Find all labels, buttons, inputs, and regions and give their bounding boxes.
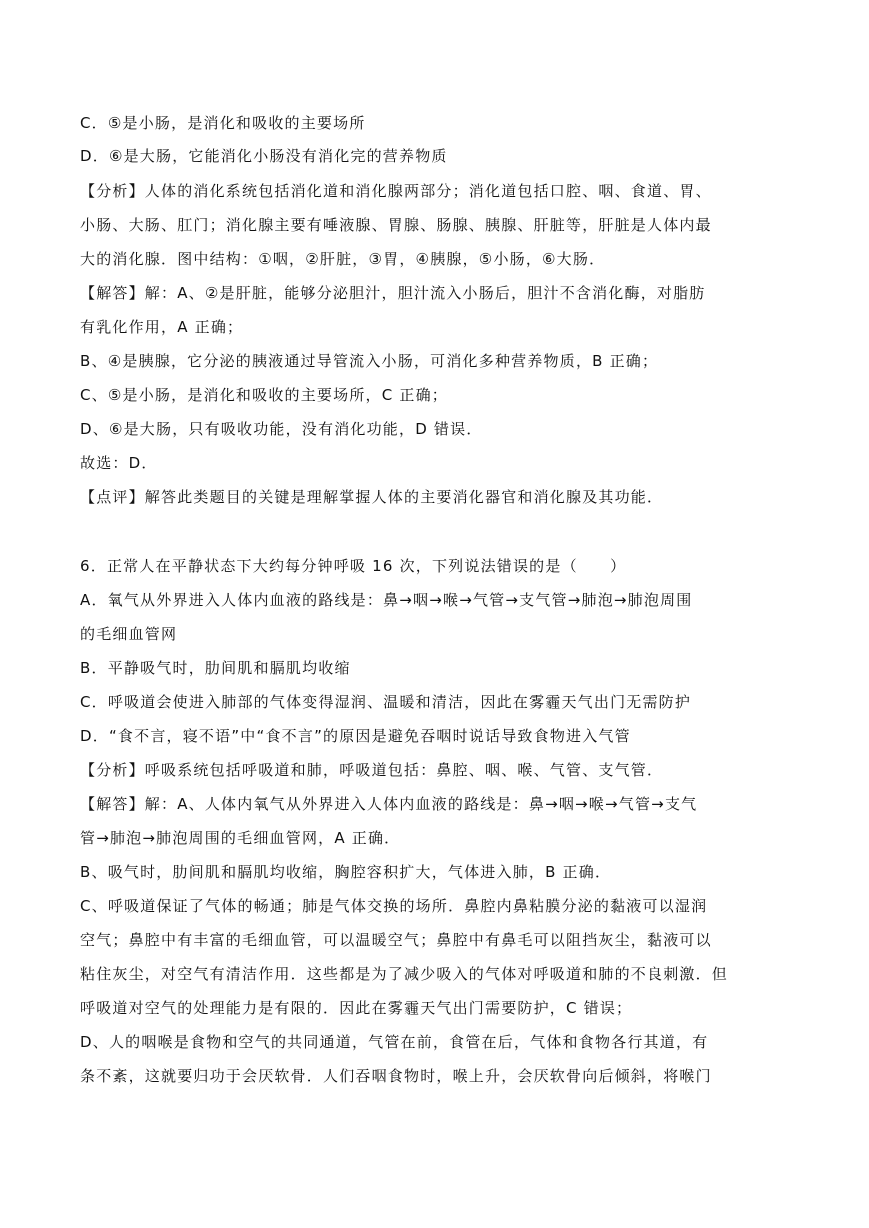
option-c-line: C．⑤是小肠，是消化和吸收的主要场所 bbox=[80, 114, 366, 132]
question-6-option-c: C．呼吸道会使进入肺部的气体变得湿润、温暖和清洁，因此在雾霾天气出门无需防护 bbox=[80, 693, 692, 711]
answer-line-4: C、⑤是小肠，是消化和吸收的主要场所，C 正确； bbox=[80, 386, 448, 404]
answer-line-1: 【解答】解：A、②是肝脏，能够分泌胆汁，胆汁流入小肠后，胆汁不含消化酶，对脂肪 bbox=[80, 284, 706, 302]
answer-2-line-5: 空气；鼻腔中有丰富的毛细血管，可以温暖空气；鼻腔中有鼻毛可以阻挡灰尘，黏液可以 bbox=[80, 931, 712, 949]
analysis-line-3: 大的消化腺．图中结构：①咽，②肝脏，③胃，④胰腺，⑤小肠，⑥大肠． bbox=[80, 250, 606, 268]
analysis-line-1: 【分析】人体的消化系统包括消化道和消化腺两部分；消化道包括口腔、咽、食道、胃、 bbox=[80, 182, 712, 200]
answer-2-line-7: 呼吸道对空气的处理能力是有限的．因此在雾霾天气出门需要防护，C 错误； bbox=[80, 999, 633, 1017]
question-6-option-b: B．平静吸气时，肋间肌和膈肌均收缩 bbox=[80, 659, 351, 677]
answer-2-line-4: C、呼吸道保证了气体的畅通；肺是气体交换的场所．鼻腔内鼻粘膜分泌的黏液可以湿润 bbox=[80, 897, 708, 915]
analysis-line-2: 小肠、大肠、肛门；消化腺主要有唾液腺、胃腺、肠腺、胰腺、肝脏等，肝脏是人体内最 bbox=[80, 216, 712, 234]
question-6-option-a-2: 的毛细血管网 bbox=[80, 625, 178, 643]
answer-2-line-1: 【解答】解：A、人体内氧气从外界进入人体内血液的路线是：鼻→咽→喉→气管→支气 bbox=[80, 795, 698, 813]
choice-line: 故选：D． bbox=[80, 454, 158, 472]
answer-2-line-3: B、吸气时，肋间肌和膈肌均收缩，胸腔容积扩大，气体进入肺，B 正确． bbox=[80, 863, 612, 881]
answer-2-line-8: D、人的咽喉是食物和空气的共同通道，气管在前，食管在后，气体和食物各行其道，有 bbox=[80, 1033, 709, 1051]
comment-line: 【点评】解答此类题目的关键是理解掌握人体的主要消化器官和消化腺及其功能． bbox=[80, 488, 664, 506]
answer-2-line-2: 管→肺泡→肺泡周围的毛细血管网，A 正确． bbox=[80, 829, 401, 847]
answer-2-line-9: 条不紊，这就要归功于会厌软骨．人们吞咽食物时，喉上升，会厌软骨向后倾斜，将喉门 bbox=[80, 1067, 712, 1085]
answer-line-3: B、④是胰腺，它分泌的胰液通过导管流入小肠，可消化多种营养物质，B 正确； bbox=[80, 352, 659, 370]
analysis-2-line: 【分析】呼吸系统包括呼吸道和肺，呼吸道包括：鼻腔、咽、喉、气管、支气管． bbox=[80, 761, 664, 779]
question-6-stem: 6．正常人在平静状态下大约每分钟呼吸 16 次，下列说法错误的是（ ） bbox=[80, 557, 627, 575]
question-6-option-d: D．“食不言，寝不语”中“食不言”的原因是避免吞咽时说话导致食物进入气管 bbox=[80, 727, 631, 745]
answer-line-5: D、⑥是大肠，只有吸收功能，没有消化功能，D 错误． bbox=[80, 420, 483, 438]
question-6-option-a-1: A．氧气从外界进入人体内血液的路线是：鼻→咽→喉→气管→支气管→肺泡→肺泡周围 bbox=[80, 591, 693, 609]
option-d-line: D．⑥是大肠，它能消化小肠没有消化完的营养物质 bbox=[80, 147, 448, 165]
answer-2-line-6: 粘住灰尘，对空气有清洁作用．这些都是为了减少吸入的气体对呼吸道和肺的不良刺激．但 bbox=[80, 965, 729, 983]
answer-line-2: 有乳化作用，A 正确； bbox=[80, 318, 244, 336]
